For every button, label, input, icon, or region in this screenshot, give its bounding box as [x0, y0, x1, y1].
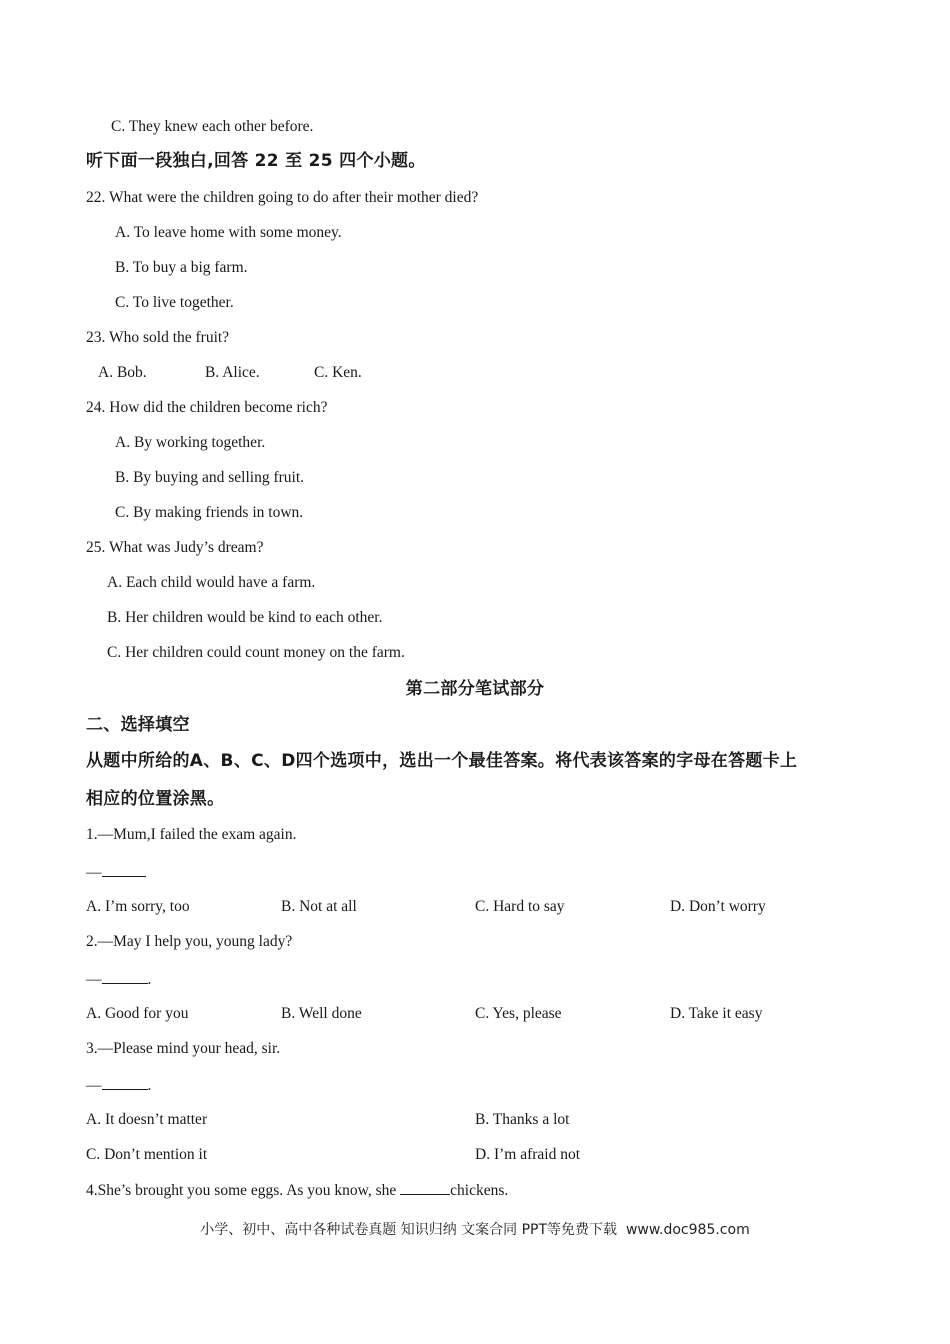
footer-text: 小学、初中、高中各种试卷真题 知识归纳 文案合同 PPT等免费下载	[200, 1222, 618, 1238]
q3-option-b: B. Thanks a lot	[475, 1111, 570, 1128]
q22-option-a: A. To leave home with some money.	[115, 224, 342, 241]
q1-option-d: D. Don’t worry	[670, 898, 766, 915]
q2-option-d: D. Take it easy	[670, 1005, 763, 1022]
answer-blank	[400, 1180, 450, 1195]
answer-blank	[102, 862, 146, 877]
q23-option-c: C. Ken.	[314, 364, 362, 381]
q3-option-c: C. Don’t mention it	[86, 1146, 208, 1163]
listening-instruction: 听下面一段独白,回答 22 至 25 四个小题。	[86, 151, 426, 171]
page-footer	[0, 1220, 950, 1240]
q2-option-a: A. Good for you	[86, 1005, 189, 1022]
option-c-prev: C. They knew each other before.	[111, 118, 314, 135]
question-22: 22. What were the children going to do after their mother died?	[86, 189, 479, 206]
q23-option-b: B. Alice.	[205, 364, 260, 381]
q2-option-c: C. Yes, please	[475, 1005, 562, 1022]
q25-option-a: A. Each child would have a farm.	[107, 574, 316, 591]
q24-option-c: C. By making friends in town.	[115, 504, 304, 521]
question-24: 24. How did the children become rich?	[86, 399, 328, 416]
question-4-text-after: chickens.	[450, 1182, 509, 1199]
q2-option-b: B. Well done	[281, 1005, 362, 1022]
part2-title: 第二部分笔试部分	[405, 679, 545, 699]
dash: —	[86, 971, 102, 988]
q22-option-c: C. To live together.	[115, 294, 234, 311]
q25-option-b: B. Her children would be kind to each other.	[107, 609, 383, 626]
question-25: 25. What was Judy’s dream?	[86, 539, 264, 556]
q23-option-a: A. Bob.	[98, 364, 147, 381]
section-heading: 二、选择填空	[86, 715, 190, 735]
section-instruction-line1: 从题中所给的A、B、C、D四个选项中，选出一个最佳答案。将代表该答案的字母在答题卡上	[86, 751, 798, 771]
period: .	[147, 1077, 152, 1094]
question-3: 3.—Please mind your head, sir.	[86, 1040, 281, 1057]
section-instruction-line2: 相应的位置涂黑。	[86, 789, 225, 809]
answer-blank	[102, 1075, 148, 1090]
question-1: 1.—Mum,I failed the exam again.	[86, 826, 297, 843]
question-23: 23. Who sold the fruit?	[86, 329, 230, 346]
q24-option-a: A. By working together.	[115, 434, 266, 451]
question-4	[86, 1180, 508, 1201]
q25-option-c: C. Her children could count money on the farm.	[107, 644, 405, 661]
answer-blank	[102, 969, 148, 984]
q1-answer-line	[86, 862, 146, 883]
q3-option-d: D. I’m afraid not	[475, 1146, 581, 1163]
q2-answer-line	[86, 969, 151, 990]
question-4-text-before: 4.She’s brought you some eggs. As you know, she	[86, 1182, 401, 1199]
period: .	[147, 971, 152, 988]
q1-option-c: C. Hard to say	[475, 898, 565, 915]
dash: —	[86, 1077, 102, 1094]
q22-option-b: B. To buy a big farm.	[115, 259, 248, 276]
q24-option-b: B. By buying and selling fruit.	[115, 469, 305, 486]
question-2: 2.—May I help you, young lady?	[86, 933, 293, 950]
dash: —	[86, 864, 102, 881]
q3-answer-line	[86, 1075, 151, 1096]
q3-option-a: A. It doesn’t matter	[86, 1111, 208, 1128]
footer-url: www.doc985.com	[625, 1222, 750, 1238]
q1-option-a: A. I’m sorry, too	[86, 898, 190, 915]
q1-option-b: B. Not at all	[281, 898, 357, 915]
